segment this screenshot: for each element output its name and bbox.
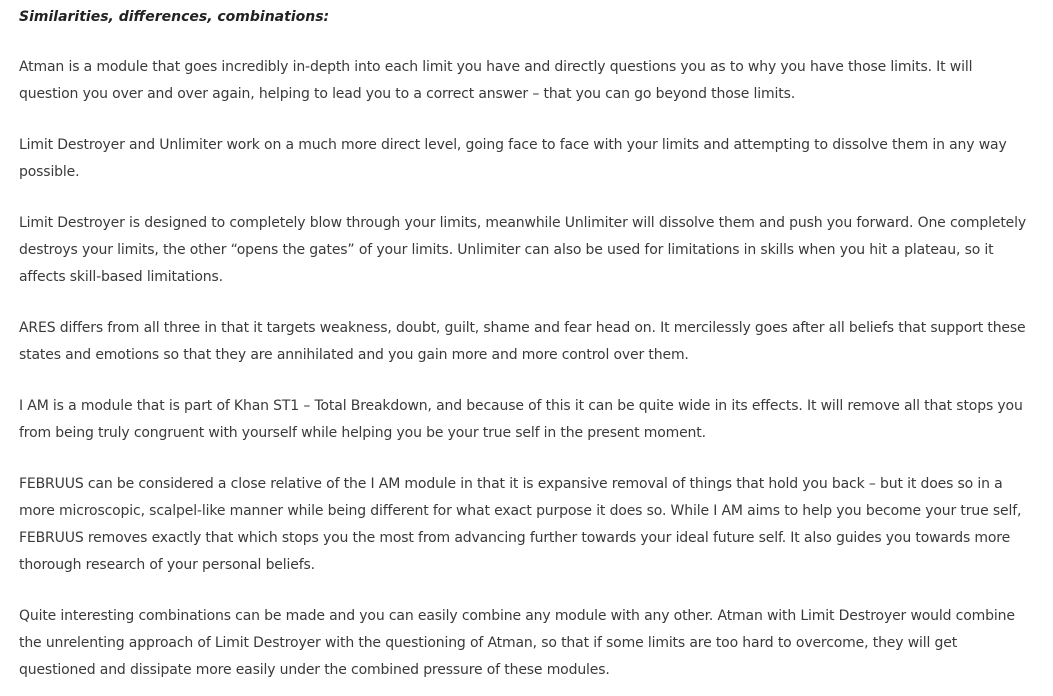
section-heading: Similarities, differences, combinations: (19, 9, 330, 25)
paragraph-limit-destroyer-unlimiter: Limit Destroyer and Unlimiter work on a much more direct level, going face to face with your limits and attempting to dissolve them in any way possible. (19, 137, 1007, 180)
paragraph-i-am: I AM is a module that is part of Khan ST1 – Total Breakdown, and because of this it can be quite wide in its effects. It will remove all that stops you from being truly congruent with yourself while helping you be your true self in the present moment. (19, 398, 1023, 441)
paragraph-atman: Atman is a module that goes incredibly in-depth into each limit you have and directly questions you as to why you have those limits. It will question you over and over again, helping to lead you to a correct answer – that you can go beyond those limits. (19, 59, 973, 102)
paragraph-combinations: Quite interesting combinations can be made and you can easily combine any module with any other. Atman with Limit Destroyer would combine the unrelenting approach of Limit Destroyer with the questioning of Atman, so that if some limits are too hard to overcome, they will get questioned and dissipate more easily under the combined pressure of these modules. (19, 608, 1015, 678)
paragraph-ares: ARES differs from all three in that it targets weakness, doubt, guilt, shame and fear head on. It mercilessly goes after all beliefs that support these states and emotions so that they are annihilated and you gain more and more control over them. (19, 320, 1026, 363)
paragraph-limit-destroyer-details: Limit Destroyer is designed to completely blow through your limits, meanwhile Unlimiter will dissolve them and push you forward. One completely destroys your limits, the other “opens the gates” of your limits. Unlimiter can also be used for limitations in skills when you hit a plateau, so it affects skill-based limitations. (19, 215, 1027, 285)
paragraph-februus: FEBRUUS can be considered a close relative of the I AM module in that it is expansive removal of things that hold you back – but it does so in a more microscopic, scalpel-like manner while being different for what exact purpose it does so. While I AM aims to help you become your true self, FEBRUUS removes exactly that which stops you the most from advancing further towards your ideal future self. It also guides you towards more thorough research of your personal beliefs. (19, 476, 1022, 573)
